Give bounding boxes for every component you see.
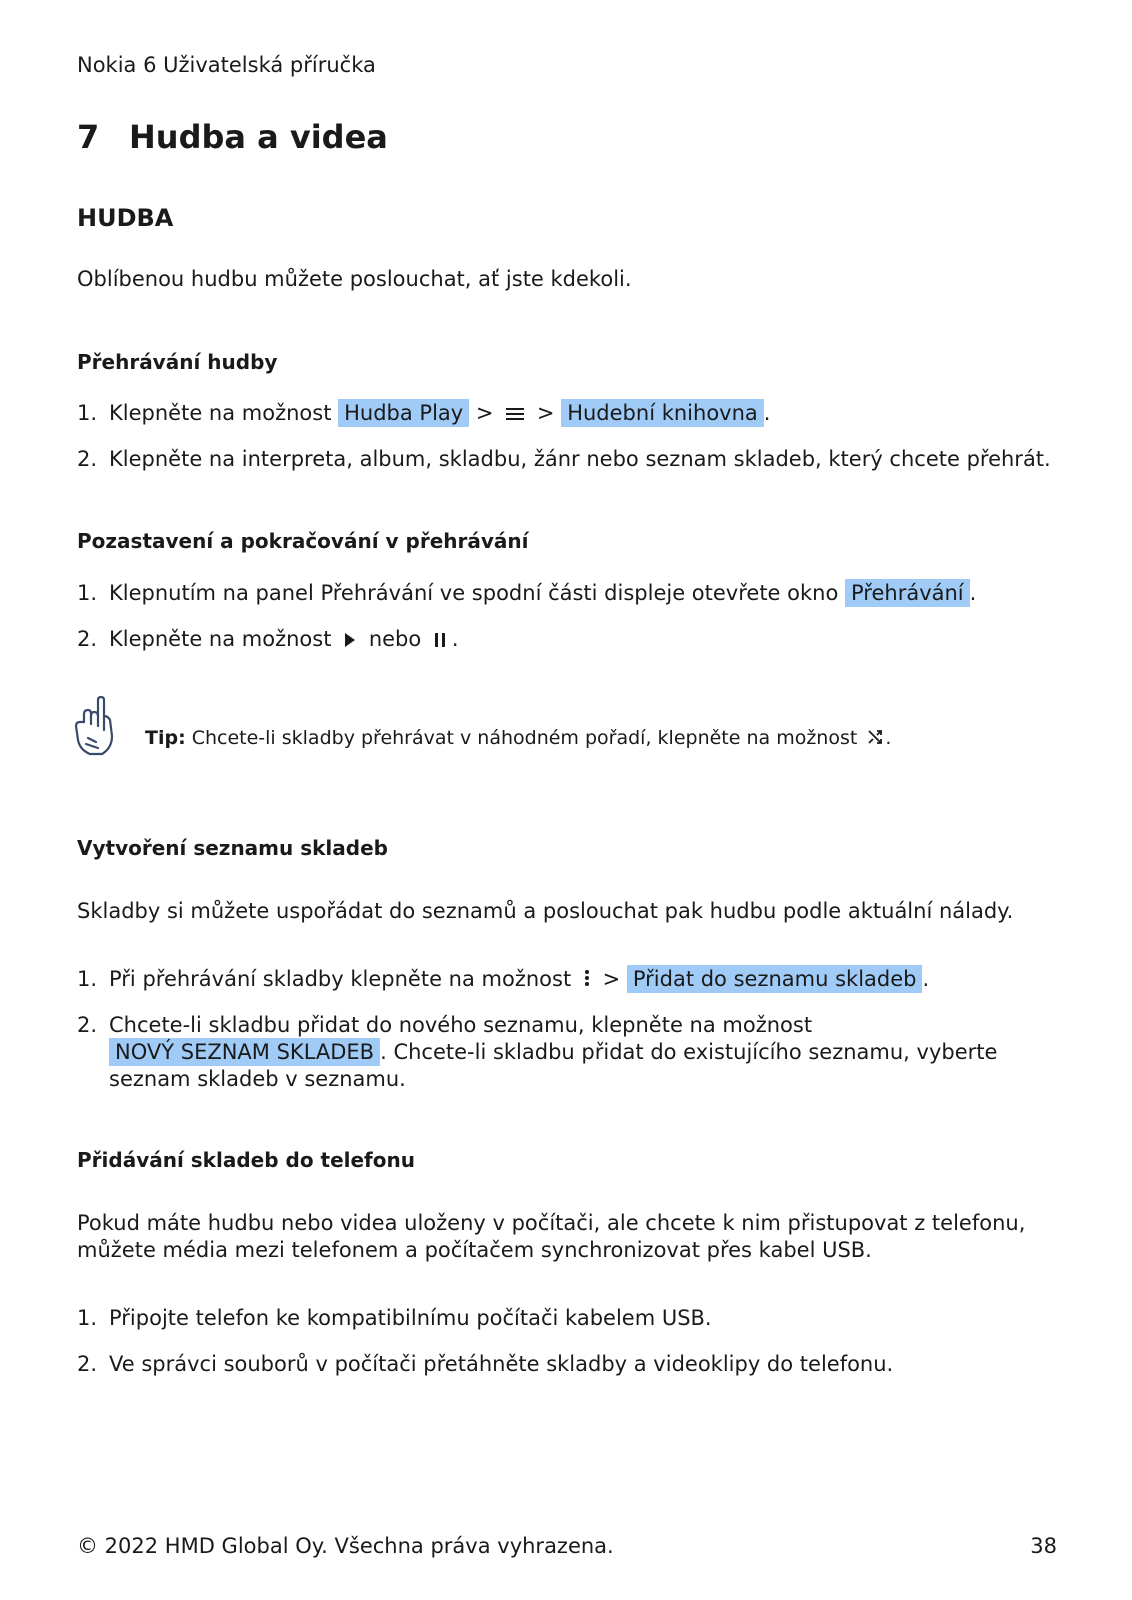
highlight-novy-seznam: NOVÝ SEZNAM SKLADEB: [109, 1038, 380, 1066]
list-text: Při přehrávání skladby klepněte na možnost: [109, 967, 572, 991]
list-text: Připojte telefon ke kompatibilnímu počítači kabelem USB.: [109, 1306, 712, 1330]
list-text: Klepněte na možnost: [109, 627, 332, 651]
shuffle-icon: [867, 728, 883, 750]
tip-text: [145, 727, 891, 750]
list-text: nebo: [368, 627, 422, 651]
page-number: 38: [1030, 1534, 1057, 1558]
list-item: [77, 966, 929, 994]
separator: >: [602, 967, 621, 991]
period: .: [763, 401, 771, 425]
period: .: [922, 967, 930, 991]
tip-body: Chcete-li skladby přehrávat v náhodném pořadí, klepněte na možnost: [191, 727, 858, 749]
more-options-icon: [584, 967, 590, 994]
list-item: [77, 626, 459, 654]
list-item: [77, 1012, 1037, 1093]
footer-copyright: © 2022 HMD Global Oy. Všechna práva vyhrazena.: [77, 1534, 614, 1558]
list-number: 1.: [77, 581, 98, 605]
period: .: [969, 581, 977, 605]
highlight-hudba-play: Hudba Play: [338, 399, 469, 427]
period: .: [885, 727, 892, 749]
chapter-title-text: Hudba a videa: [129, 118, 388, 156]
separator: >: [475, 401, 494, 425]
list-number: 2.: [77, 1352, 98, 1376]
list-number: 2.: [77, 447, 98, 471]
subheading-playlist: Vytvoření seznamu skladeb: [77, 836, 388, 860]
list-text: Ve správci souborů v počítači přetáhněte skladby a videoklipy do telefonu.: [109, 1352, 894, 1376]
list-number: 1.: [77, 967, 98, 991]
list-text: . Chcete-li skladbu přidat do existujícího seznamu, vyberte: [380, 1040, 998, 1064]
list-item: [77, 580, 976, 607]
adding-intro: [77, 1210, 1057, 1264]
running-head: Nokia 6 Uživatelská příručka: [77, 53, 376, 77]
intro-paragraph: Oblíbenou hudbu můžete poslouchat, ať jste kdekoli.: [77, 267, 632, 291]
list-text: Chcete-li skladbu přidat do nového seznamu, klepněte na možnost: [109, 1013, 813, 1037]
subheading-playing: Přehrávání hudby: [77, 350, 278, 374]
list-text: seznam skladeb v seznamu.: [109, 1067, 406, 1091]
section-title: HUDBA: [77, 204, 174, 232]
highlight-hudebni-knihovna: Hudební knihovna: [561, 399, 764, 427]
hand-pointer-icon: [74, 696, 116, 762]
period: .: [451, 627, 459, 651]
list-item: [77, 446, 1051, 473]
highlight-pridat-do-seznamu: Přidat do seznamu skladeb: [627, 965, 923, 993]
list-text: Klepněte na interpreta, album, skladbu, žánr nebo seznam skladeb, který chcete přehrát.: [109, 447, 1051, 471]
play-icon: [344, 627, 356, 654]
adding-intro-line1: Pokud máte hudbu nebo videa uloženy v počítači, ale chcete k nim přistupovat z telefonu,: [77, 1211, 1026, 1235]
tip-label: Tip:: [145, 727, 186, 749]
playlist-intro: Skladby si můžete uspořádat do seznamů a poslouchat pak hudbu podle aktuální nálady.: [77, 899, 1014, 923]
pause-icon: [434, 627, 446, 654]
list-number: 1.: [77, 401, 98, 425]
subheading-pause: Pozastavení a pokračování v přehrávání: [77, 529, 529, 553]
separator: >: [536, 401, 555, 425]
menu-icon: [506, 401, 524, 428]
subheading-adding: Přidávání skladeb do telefonu: [77, 1148, 415, 1172]
list-number: 1.: [77, 1306, 98, 1330]
list-item: [77, 1305, 712, 1332]
chapter-number: 7: [77, 118, 100, 156]
chapter-title: [77, 118, 388, 156]
highlight-prehravani: Přehrávání: [845, 579, 970, 607]
list-number: 2.: [77, 627, 98, 651]
list-text: Klepněte na možnost: [109, 401, 332, 425]
list-item: [77, 400, 770, 428]
adding-intro-line2: můžete média mezi telefonem a počítačem synchronizovat přes kabel USB.: [77, 1238, 872, 1262]
list-number: 2.: [77, 1013, 98, 1037]
list-item: [77, 1351, 893, 1378]
list-text: Klepnutím na panel Přehrávání ve spodní části displeje otevřete okno: [109, 581, 839, 605]
